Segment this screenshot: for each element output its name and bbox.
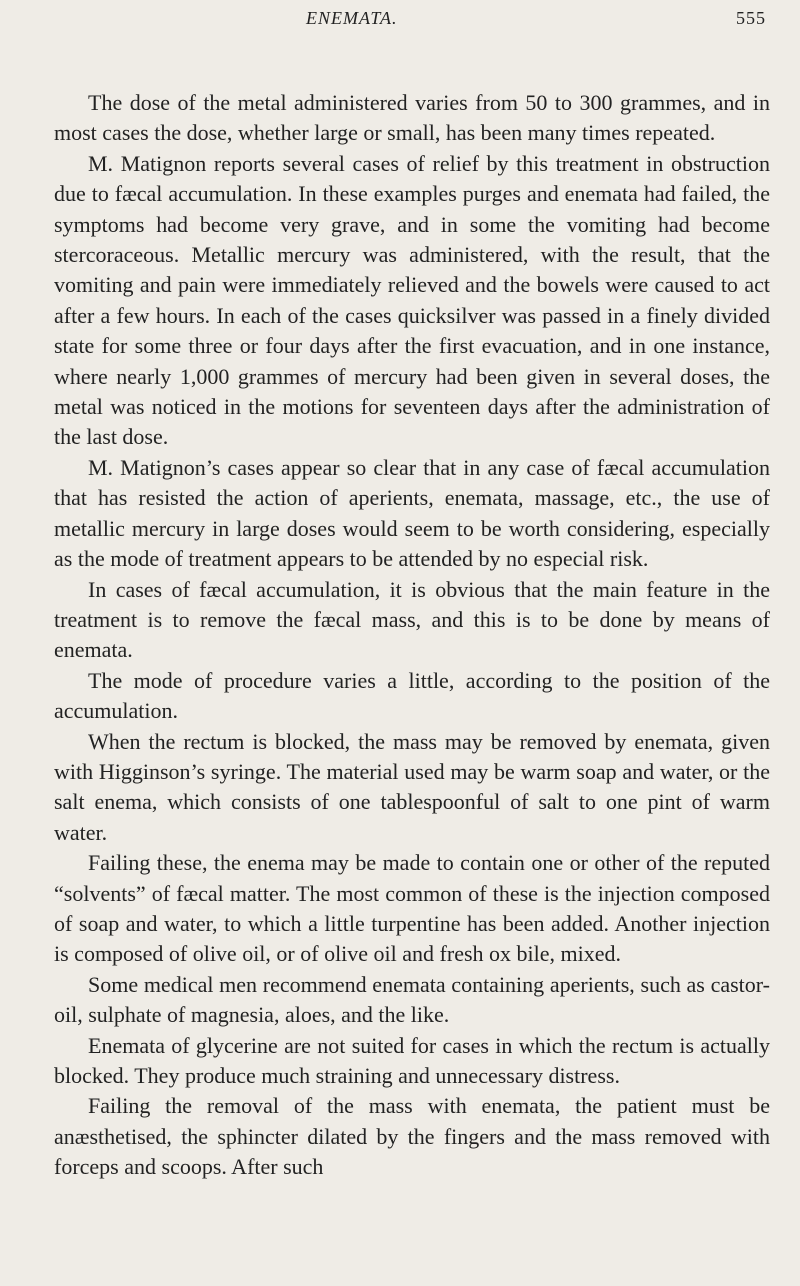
paragraph: When the rectum is blocked, the mass may be removed by enemata, given with Higginson’s syringe. The material used may be warm soap and water, or the salt enema, which consists of one tablespoonful of salt to one pint of warm water. xyxy=(54,728,770,845)
paragraph: The dose of the metal administered varies from 50 to 300 grammes, and in most cases the dose, whether large or small, has been many times repeated. xyxy=(54,90,770,146)
running-title: ENEMATA. xyxy=(306,8,398,28)
paragraph: Failing these, the enema may be made to contain one or other of the reputed “solvents” of fæcal matter. The most common of these is the injection composed of soap and water, to which a little turpentine has been added. Another injection is composed of olive oil, or of olive oil and fresh ox bile, mixed. xyxy=(54,850,770,967)
paragraph: M. Matignon’s cases appear so clear that in any case of fæcal accumulation that has resisted the action of aperients, enemata, massage, etc., the use of metallic mercury in large doses would seem to be worth considering, especially as the mode of treatment appears to be attended by no especial risk. xyxy=(54,454,770,572)
page-number: 555 xyxy=(736,8,766,28)
paragraph: In cases of fæcal accumulation, it is obvious that the main feature in the treatment is to remove the fæcal mass, and this is to be done by means of enemata. xyxy=(54,576,770,663)
paragraph: Failing the removal of the mass with enemata, the patient must be anæsthetised, the sphincter dilated by the fingers and the mass removed with forceps and scoops. After such xyxy=(54,1093,770,1180)
paragraph: Some medical men recommend enemata containing aperients, such as castor-oil, sulphate of magnesia, aloes, and the like. xyxy=(54,971,770,1028)
paragraph: The mode of procedure varies a little, according to the position of the accumulation. xyxy=(54,667,770,724)
paragraph: M. Matignon reports several cases of relief by this treatment in obstruction due to fæcal accumulation. In these examples purges and enemata had failed, the symptoms had become very grave, and in some the vomiting had become stercoraceous. Metallic mercury was administered, with the result, that the vomiting and pain were immediately relieved and the bowels were caused to act after a few hours. In each of the cases quicksilver was passed in a finely divided state for some three or four days after the first evacuation, and in one instance, where nearly 1,000 grammes of mercury had been given in several doses, the metal was noticed in the motions for seventeen days after the administration of the last dose. xyxy=(54,150,770,450)
body-text xyxy=(54,88,770,1183)
paragraph: Enemata of glycerine are not suited for cases in which the rectum is actually blocked. They produce much straining and unnecessary distress. xyxy=(54,1032,770,1088)
running-head xyxy=(56,0,768,60)
